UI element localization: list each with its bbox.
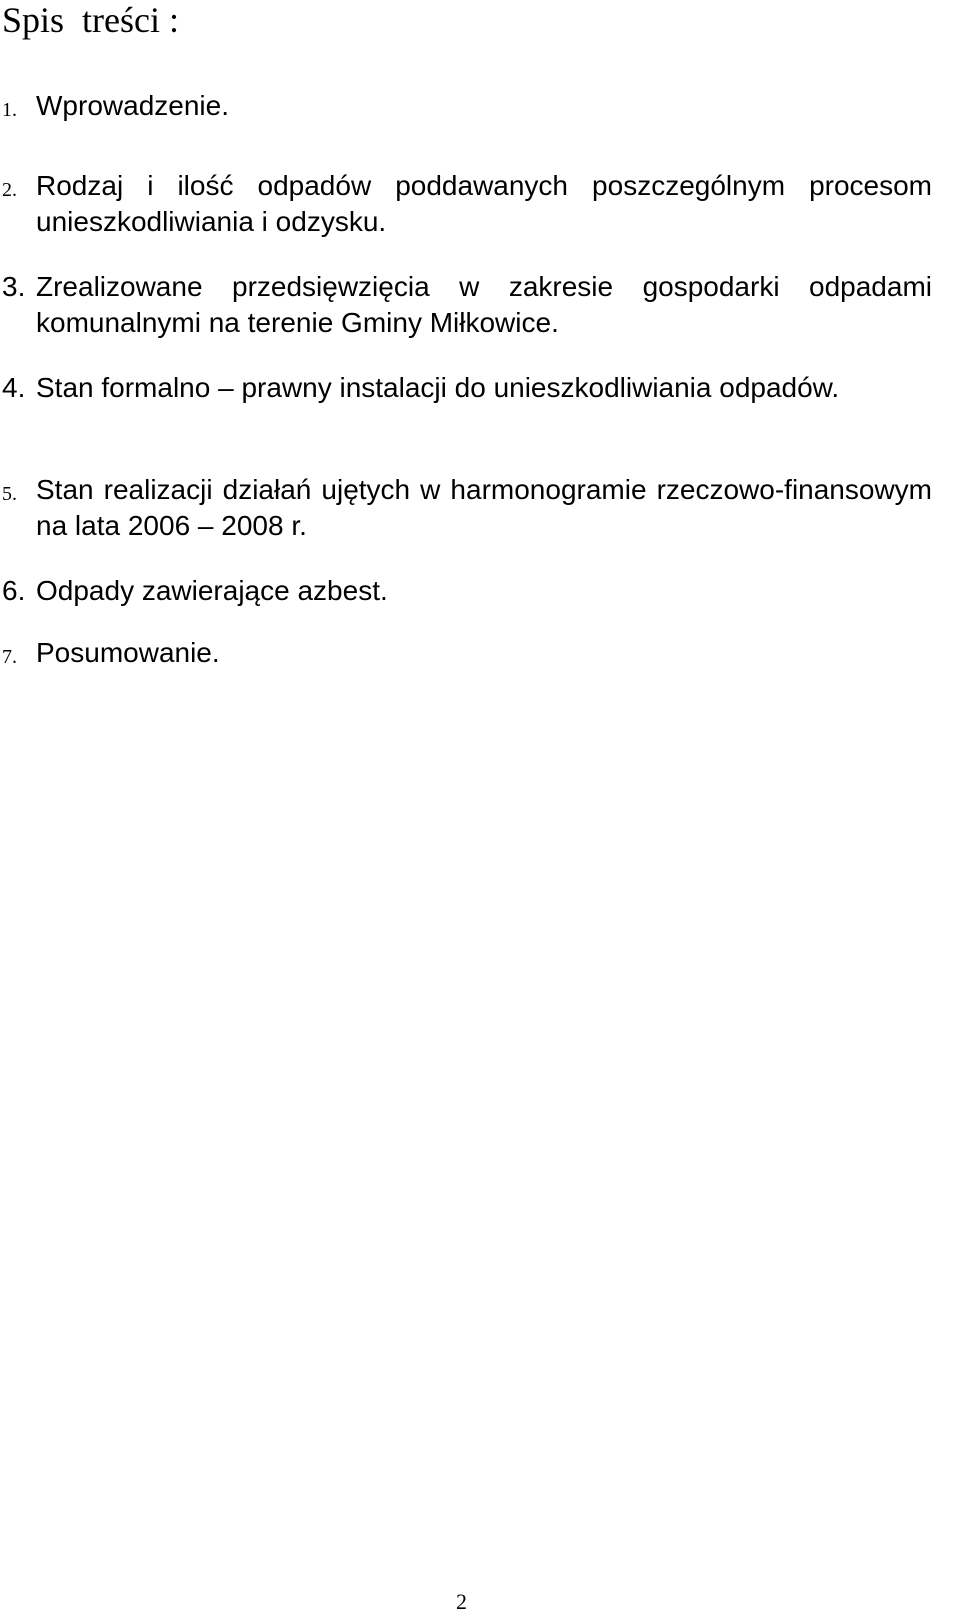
toc-entry-3 (0, 269, 932, 345)
toc-entry-text: Posumowanie. (36, 637, 220, 668)
toc-entry-number: 7. (2, 646, 17, 668)
toc-entry-text: Rodzaj i ilość odpadów poddawanych poszczególnym procesom unieszkodliwiania i odzysku. (36, 170, 932, 237)
toc-title: Spis treści : (2, 0, 179, 40)
toc-entry-number: 6. (2, 575, 26, 606)
toc-entry-2 (0, 168, 932, 244)
toc-entry-text: Stan formalno – prawny instalacji do unieszkodliwiania odpadów. (36, 372, 840, 403)
toc-entry-number: 3. (2, 271, 26, 302)
toc-entry-number: 5. (2, 483, 17, 505)
toc-entry-text: Stan realizacji działań ujętych w harmonogramie rzeczowo-finansowym na lata 2006 – 2008 r. (36, 474, 932, 541)
toc-entry-7 (0, 635, 932, 675)
toc-entry-text: Zrealizowane przedsięwzięcia w zakresie gospodarki odpadami komunalnymi na terenie Gminy Miłkowice. (36, 271, 932, 338)
page-number: 2 (456, 1589, 467, 1614)
toc-entry-number: 4. (2, 372, 26, 403)
toc-entry-text: Odpady zawierające azbest. (36, 575, 388, 606)
toc-entry-number: 2. (2, 179, 17, 201)
toc-entry-number: 1. (2, 99, 17, 121)
toc-entry-6 (0, 573, 932, 613)
toc-entry-text: Wprowadzenie. (36, 90, 229, 121)
toc-entry-5 (0, 472, 932, 548)
toc-entry-4 (0, 370, 932, 446)
toc-entry-1 (0, 88, 932, 128)
